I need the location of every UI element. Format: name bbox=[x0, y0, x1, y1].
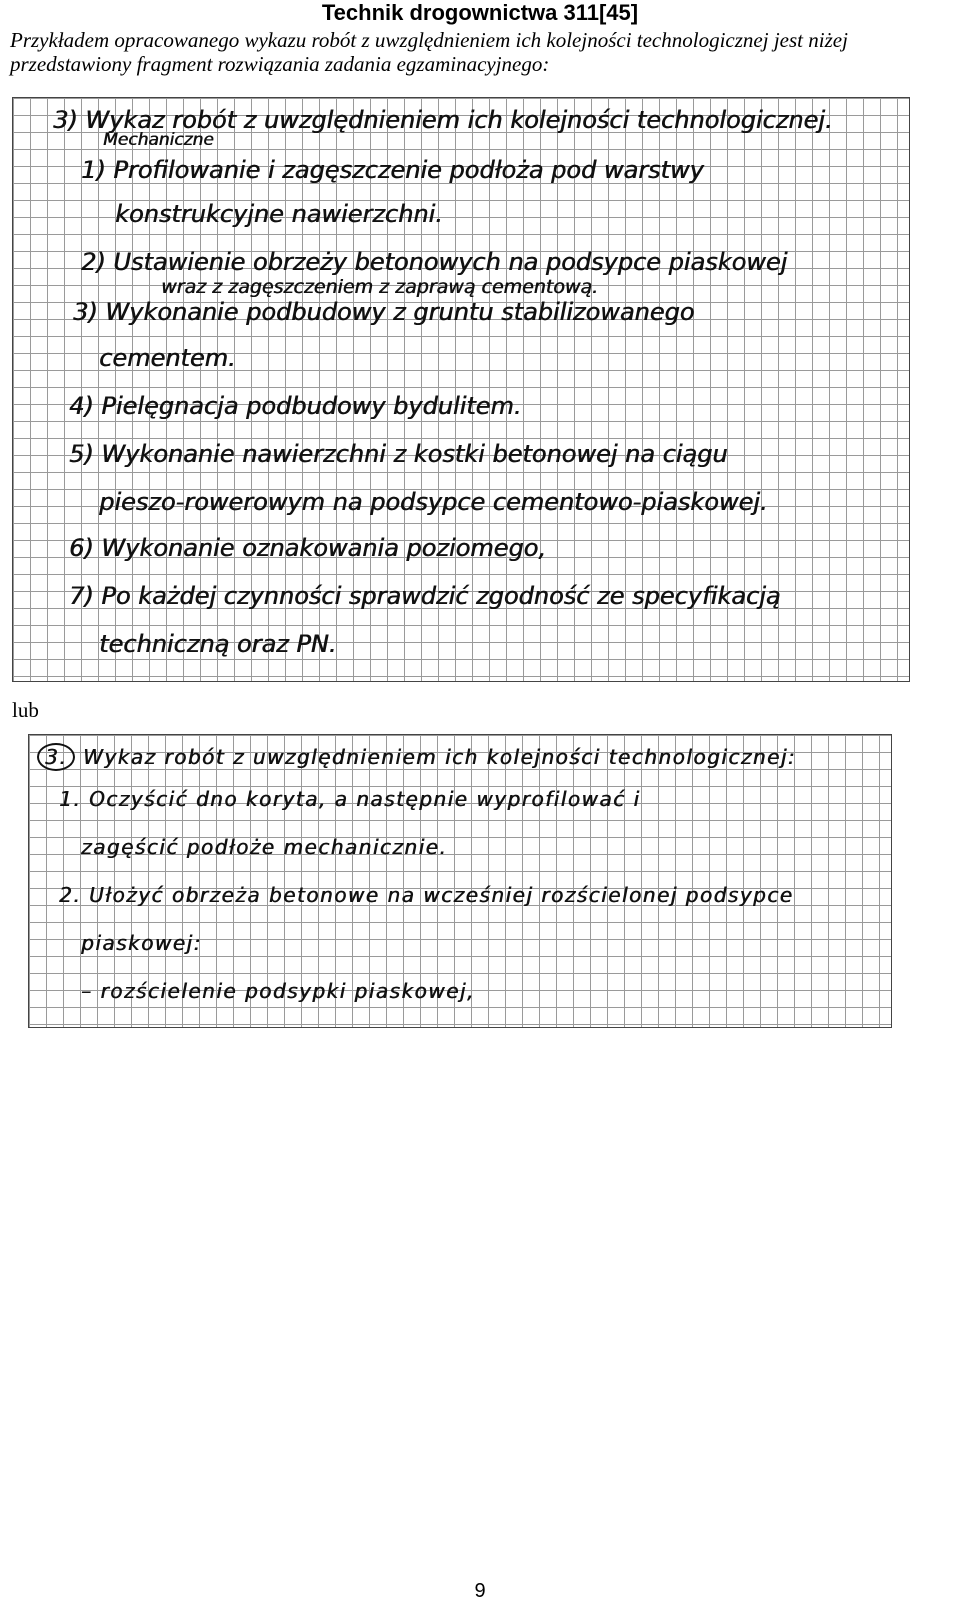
solution1-line: 6) Wykonanie oznakowania poziomego, bbox=[69, 534, 546, 562]
solution1-line: 1) Profilowanie i zagęszczenie podłoża pod warstwy bbox=[81, 156, 704, 184]
solution2-line: – rozścielenie podsypki piaskowej, bbox=[81, 979, 475, 1003]
solution1-line: 2) Ustawienie obrzeży betonowych na podsypce piaskowej bbox=[81, 248, 788, 276]
solution2-line: 1. Oczyścić dno koryta, a następnie wyprofilować i bbox=[59, 787, 641, 811]
separator-lub: lub bbox=[12, 698, 39, 722]
solution2-line: piaskowej: bbox=[81, 931, 202, 955]
solution1-line: 7) Po każdej czynności sprawdzić zgodność ze specyfikacją bbox=[69, 582, 781, 610]
solution2-heading: Wykaz robót z uwzględnieniem ich kolejności technologicznej: bbox=[82, 745, 797, 769]
page-number: 9 bbox=[474, 1580, 486, 1602]
circled-number: 3. bbox=[37, 743, 75, 771]
solution1-line: 5) Wykonanie nawierzchni z kostki betonowej na ciągu bbox=[69, 440, 728, 468]
solution2-line: 2. Ułożyć obrzeża betonowe na wcześniej rozścielonej podsypce bbox=[59, 883, 794, 907]
handwritten-sheet-2 bbox=[28, 734, 892, 1028]
solution1-line: wraz z zagęszczeniem z zaprawą cementową. bbox=[161, 276, 598, 298]
page-title: Technik drogownictwa 311[45] bbox=[321, 0, 639, 25]
solution1-line: 4) Pielęgnacja podbudowy bydulitem. bbox=[69, 392, 522, 420]
solution1-line: pieszo-rowerowym na podsypce cementowo-piaskowej. bbox=[99, 488, 768, 516]
solution1-subheading: Mechaniczne bbox=[103, 130, 214, 150]
solution2-line: zagęścić podłoże mechanicznie. bbox=[81, 835, 448, 859]
solution1-line: cementem. bbox=[99, 344, 236, 372]
solution1-line: konstrukcyjne nawierzchni. bbox=[115, 200, 443, 228]
solution1-line: techniczną oraz PN. bbox=[99, 630, 337, 658]
handwritten-sheet-1 bbox=[12, 97, 910, 682]
solution1-heading: 3) Wykaz robót z uwzględnieniem ich kolejności technologicznej. bbox=[53, 106, 833, 134]
solution1-line: 3) Wykonanie podbudowy z gruntu stabilizowanego bbox=[73, 298, 695, 326]
solution2-heading-line bbox=[37, 743, 796, 771]
intro-text: Przykładem opracowanego wykazu robót z uwzględnieniem ich kolejności technologicznej jest niżej przedstawiony fragment rozwiązania zadania egzaminacyjnego: bbox=[10, 28, 848, 76]
